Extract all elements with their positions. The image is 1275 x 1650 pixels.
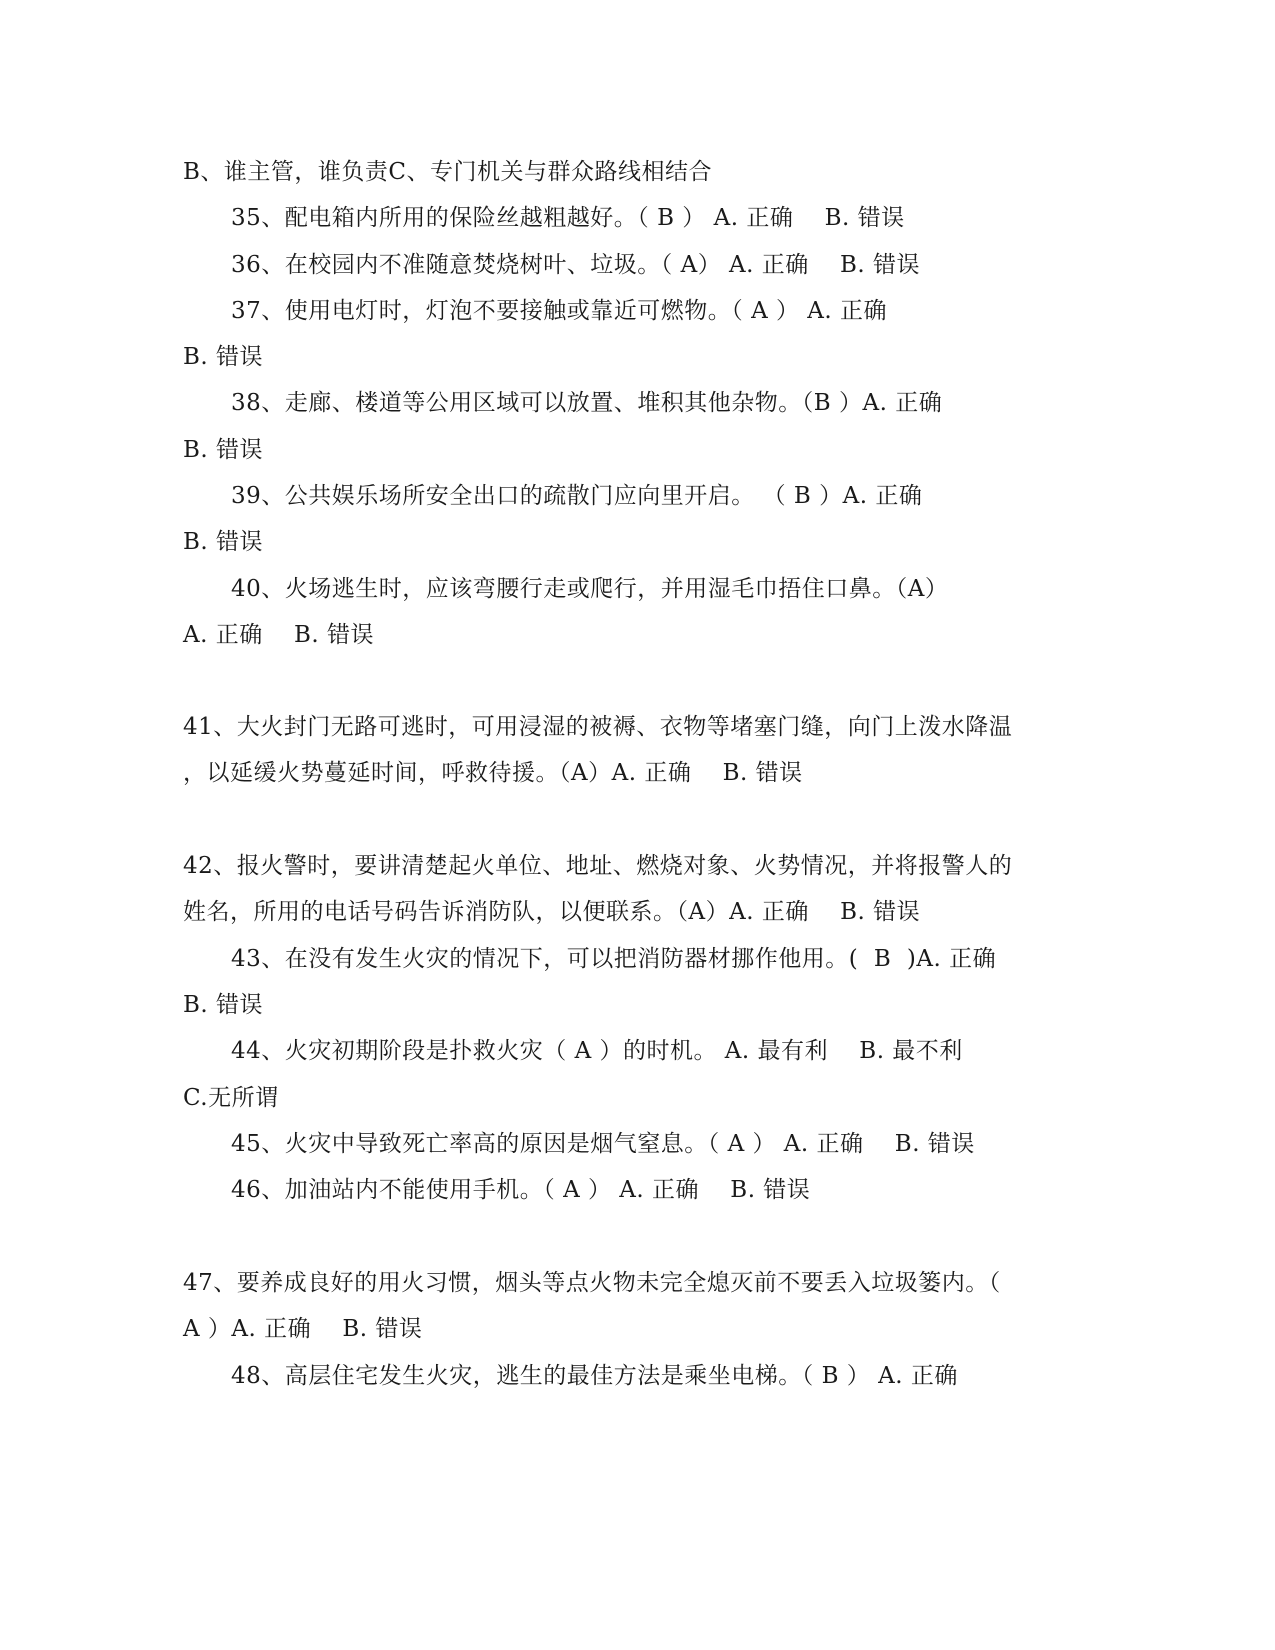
question-39-option-b: B. 错误: [183, 529, 264, 555]
question-43-option-b: B. 错误: [183, 992, 264, 1018]
question-36: 36、在校园内不准随意焚烧树叶、垃圾。（ A） A. 正确 B. 错误: [231, 252, 920, 278]
question-39: 39、公共娱乐场所安全出口的疏散门应向里开启。 （ B ）A. 正确: [231, 483, 923, 509]
text-line-b-answer: B、谁主管，谁负责C、专门机关与群众路线相结合: [183, 159, 712, 185]
question-41-continued: ，以延缓火势蔓延时间，呼救待援。（A）A. 正确 B. 错误: [183, 760, 803, 786]
question-44: 44、火灾初期阶段是扑救火灾（ A ）的时机。 A. 最有利 B. 最不利: [231, 1038, 963, 1064]
question-47: 47、要养成良好的用火习惯，烟头等点火物未完全熄灭前不要丢入垃圾篓内。（: [183, 1270, 1001, 1296]
question-48: 48、高层住宅发生火灾，逃生的最佳方法是乘坐电梯。（ B ） A. 正确: [231, 1363, 958, 1389]
question-43: 43、在没有发生火灾的情况下，可以把消防器材挪作他用。( B )A. 正确: [231, 946, 997, 972]
question-41: 41、大火封门无路可逃时，可用浸湿的被褥、衣物等堵塞门缝，向门上泼水降温: [183, 714, 1013, 740]
question-38: 38、走廊、楼道等公用区域可以放置、堆积其他杂物。（B ）A. 正确: [231, 390, 943, 416]
question-45: 45、火灾中导致死亡率高的原因是烟气窒息。（ A ） A. 正确 B. 错误: [231, 1131, 975, 1157]
question-40-options: A. 正确 B. 错误: [183, 622, 374, 648]
question-38-option-b: B. 错误: [183, 437, 264, 463]
question-47-continued: A ）A. 正确 B. 错误: [183, 1316, 423, 1342]
question-37: 37、使用电灯时，灯泡不要接触或靠近可燃物。（ A ） A. 正确: [231, 298, 888, 324]
question-35: 35、配电箱内所用的保险丝越粗越好。（ B ） A. 正确 B. 错误: [231, 205, 905, 231]
question-42: 42、报火警时，要讲清楚起火单位、地址、燃烧对象、火势情况，并将报警人的: [183, 853, 1013, 879]
question-40: 40、火场逃生时，应该弯腰行走或爬行，并用湿毛巾捂住口鼻。（A）: [231, 576, 949, 602]
question-46: 46、加油站内不能使用手机。（ A ） A. 正确 B. 错误: [231, 1177, 811, 1203]
question-37-option-b: B. 错误: [183, 344, 264, 370]
question-42-continued: 姓名，所用的电话号码告诉消防队，以便联系。（A）A. 正确 B. 错误: [183, 899, 921, 925]
question-44-option-c: C.无所谓: [183, 1085, 279, 1111]
